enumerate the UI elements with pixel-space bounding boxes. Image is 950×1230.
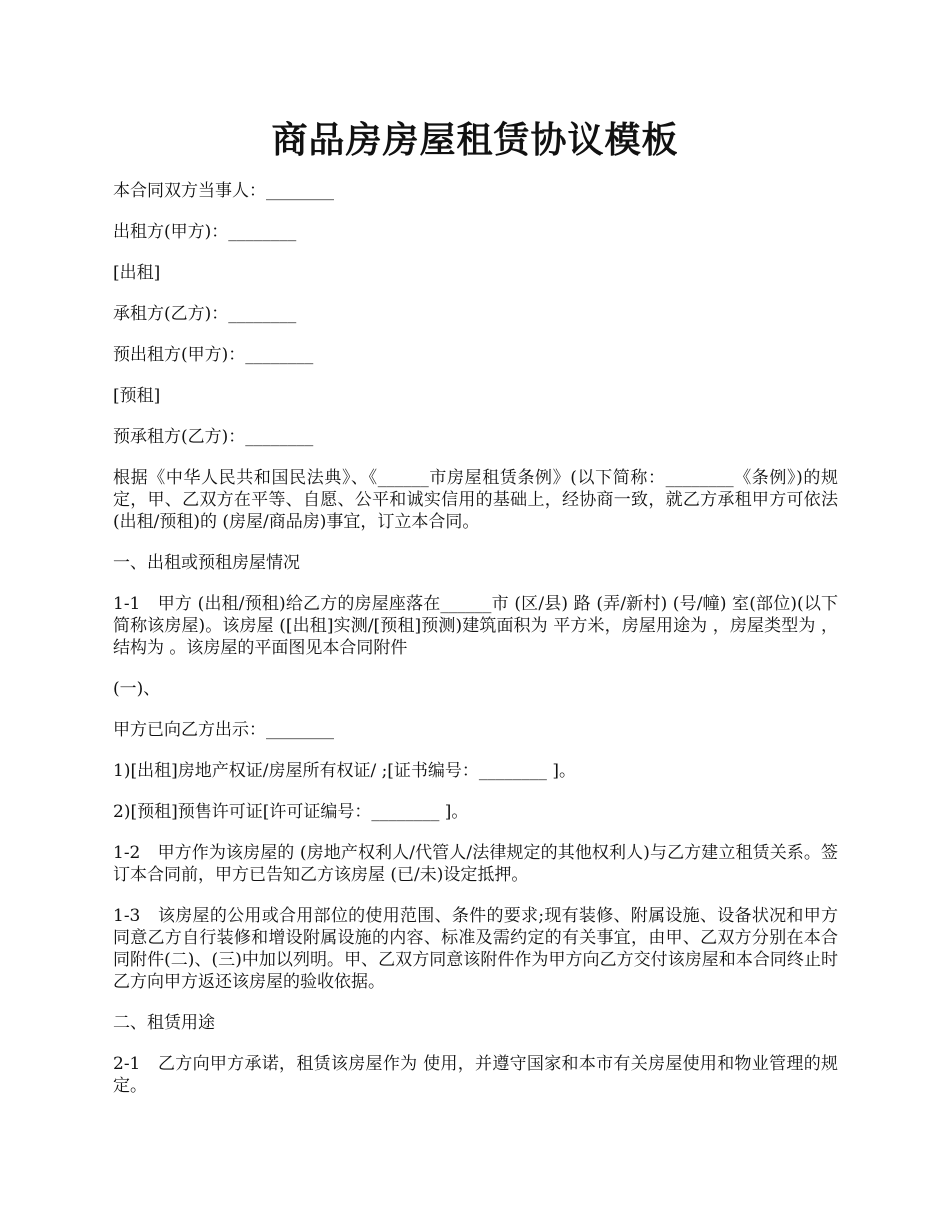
paragraph-shown-docs: 甲方已向乙方出示：________ bbox=[113, 720, 334, 740]
paragraph-preamble: 根据《中华人民共和国民法典》、《______市房屋租赁条例》(以下简称：________《条例》)的规定，甲、乙双方在平等、自愿、公平和诚实信用的基础上，经协商一致，就乙方承租甲方可依法 (出租/预租)的 (房屋/商品房)事宜，订立本合同。 bbox=[113, 468, 838, 532]
paragraph-lessor: 出租方(甲方)：________ bbox=[113, 222, 297, 242]
paragraph-pre-lease-tag: [预租] bbox=[113, 386, 161, 406]
clause-1-2: 1-2 甲方作为该房屋的 (房地产权利人/代管人/法律规定的其他权利人)与乙方建立租赁关系。签订本合同前，甲方已告知乙方该房屋 (已/未)设定抵押。 bbox=[113, 843, 838, 885]
paragraph-parties: 本合同双方当事人：________ bbox=[113, 181, 334, 201]
paragraph-pre-lessor: 预出租方(甲方)：________ bbox=[113, 345, 314, 365]
document-body bbox=[113, 180, 838, 1116]
paragraph-lease-tag: [出租] bbox=[113, 263, 161, 283]
clause-2-1: 2-1 乙方向甲方承诺，租赁该房屋作为 使用，并遵守国家和本市有关房屋使用和物业管理的规定。 bbox=[113, 1054, 838, 1096]
paragraph-annex-1: (一)、 bbox=[113, 679, 161, 699]
section-heading-2: 二、租赁用途 bbox=[113, 1013, 215, 1033]
document-title: 商品房房屋租赁协议模板 bbox=[271, 119, 679, 161]
paragraph-lessee: 承租方(乙方)：________ bbox=[113, 304, 297, 324]
clause-1-1: 1-1 甲方 (出租/预租)给乙方的房屋座落在______市 (区/县) 路 (弄/新村) (号/幢) 室(部位)(以下简称该房屋)。该房屋 ([出租]实测/[预租]预测)建筑面积为 平方米，房屋用途为 ，房屋类型为 ，结构为 。该房屋的平面图见本合同附件 bbox=[113, 594, 838, 658]
paragraph-pre-lessee: 预承租方(乙方)：________ bbox=[113, 427, 314, 447]
clause-1-3: 1-3 该房屋的公用或合用部位的使用范围、条件的要求;现有装修、附属设施、设备状况和甲方同意乙方自行装修和增设附属设施的内容、标准及需约定的有关事宜，由甲、乙双方分别在本合同附件(二)、(三)中加以列明。甲、乙双方同意该附件作为甲方向乙方交付该房屋和本合同终止时乙方向甲方返还该房屋的验收依据。 bbox=[113, 906, 838, 992]
section-heading-1: 一、出租或预租房屋情况 bbox=[113, 553, 300, 573]
list-item-presale-permit: 2)[预租]预售许可证[许可证编号：________ ]。 bbox=[113, 802, 469, 822]
list-item-certificate: 1)[出租]房地产权证/房屋所有权证/ ;[证书编号：________ ]。 bbox=[113, 761, 576, 781]
